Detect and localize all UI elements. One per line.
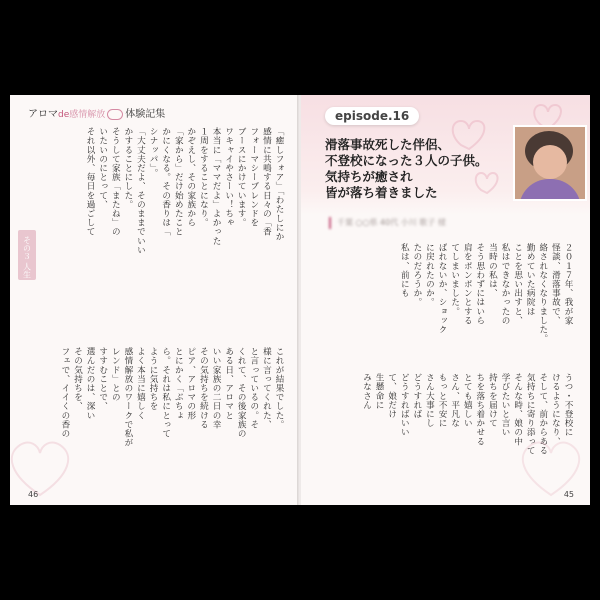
heart-watermark-icon	[511, 425, 590, 505]
text-line: うつ・不登校に	[563, 373, 573, 437]
text-line: フェで、イイくの香の	[59, 347, 70, 438]
text-line: ある日、アロマと	[223, 347, 234, 420]
photo-face	[533, 145, 567, 179]
text-line: 持ちを届けて	[487, 373, 498, 428]
text-line: これが結果でした。	[274, 347, 284, 429]
text-line: くれて、その後家族の	[236, 347, 247, 438]
text-line: と言っているの。そ	[248, 347, 259, 429]
text-line: どうすれば	[411, 373, 422, 419]
text-line: その気持ちを続ける	[198, 347, 209, 429]
author-photo	[513, 125, 587, 201]
text-line: たのだろうか。	[411, 243, 422, 307]
text-line: 気持ちに寄り添って	[525, 373, 536, 455]
heart-logo-icon	[107, 109, 123, 120]
running-head-prefix: アロマ	[28, 109, 58, 120]
text-line: 「大丈夫だよ、そのままでいい	[135, 127, 146, 255]
text-line: て、娘だけ	[386, 373, 397, 419]
section-side-tab	[18, 230, 36, 280]
right-page	[301, 95, 590, 505]
text-line: に戻れたのか。	[424, 243, 435, 307]
text-line: どうすればいい	[399, 373, 410, 437]
text-line: ように気持ちを	[148, 347, 159, 411]
page-number: 45	[563, 490, 574, 499]
text-line: かにくなる。その香りは「	[160, 127, 171, 237]
page-number: 46	[28, 490, 39, 499]
text-line: 感情解放のワークで私が	[122, 347, 133, 448]
story-title	[325, 137, 488, 201]
running-head-label: 感情解放	[69, 110, 106, 120]
text-line: さん大事にし	[424, 373, 435, 428]
text-line: 感情に共鳴する日々の「香	[261, 127, 272, 237]
text-line: ちを落ち着かせる	[474, 373, 485, 446]
text-line: けるようになり、	[550, 373, 561, 446]
text-line: いたいのにとって、	[97, 127, 108, 209]
title-line: 皆が落ち着きました	[325, 185, 438, 200]
text-line: すすむことで、	[97, 347, 108, 411]
text-line: 生懸命に	[374, 373, 385, 410]
author-byline: 千葉 ○○県 40代 小川 歌子 様	[329, 217, 487, 229]
text-line: １周をすることになり。	[198, 127, 209, 228]
running-head	[28, 105, 165, 120]
text-line: ワキャイやさーい！ちゃ	[223, 127, 234, 228]
text-line: 本当に「ママだよ」よかった	[211, 127, 222, 246]
text-line: その気持ちを、	[72, 347, 83, 411]
text-line: とても嬉しい	[462, 373, 473, 428]
text-line: そんな時、娘の中	[512, 373, 523, 446]
text-line: ブースにかけています。	[236, 127, 247, 228]
text-line: 当時の私は、	[487, 243, 498, 298]
text-line: さん、平凡な	[449, 373, 460, 428]
title-line: 気持ちが癒され	[325, 169, 413, 184]
text-line: ら。それは私にとって	[160, 347, 171, 438]
running-head-mark: de	[58, 110, 70, 120]
left-body-text-lower	[40, 347, 285, 487]
text-line: そして、前からある	[537, 373, 548, 455]
text-line: 様に言ってくれた、	[261, 347, 272, 429]
text-line: かぞえし、その家族から	[185, 127, 196, 228]
text-line: シナッパ」。	[148, 127, 159, 178]
text-line: てしまいました。	[449, 243, 460, 316]
right-body-text-upper	[329, 243, 574, 363]
text-line: ２０１７年、我が家	[563, 243, 573, 325]
left-page	[10, 95, 299, 505]
text-line: そう思わずにはいら	[474, 243, 485, 325]
text-line: みなさん	[361, 373, 372, 410]
text-line: そうして家族「またね」の	[110, 127, 121, 237]
side-tab-label: その３ 人生	[22, 236, 32, 279]
text-line: フォーマシーブレンドを	[248, 127, 259, 228]
text-line: レンド」との	[110, 347, 121, 402]
text-line: 私は、前にも	[399, 243, 410, 298]
title-line: 滑落事故死した伴侶、	[325, 137, 451, 152]
episode-badge: episode.16	[325, 107, 419, 125]
running-head-suffix: 体験記集	[125, 109, 166, 120]
left-body-text-upper	[40, 127, 285, 335]
text-line: 選んだのは、深い	[85, 347, 96, 420]
text-line: 学びたいと言い	[500, 373, 511, 437]
text-line: 肩をポンポンとする	[462, 243, 473, 325]
text-line: 「癒しフォア」「わたしにか	[274, 127, 284, 241]
title-line: 不登校になった３人の子供。	[325, 153, 488, 168]
text-line: 「家から」だけ始めたこと	[173, 127, 184, 237]
text-line: それ以外、毎日を過ごして	[85, 127, 96, 237]
book-spread	[10, 95, 590, 505]
text-line: とにかく「ぶちょ	[173, 347, 184, 420]
text-line: ピア、アロマの形	[185, 347, 196, 420]
text-line: 勤めていた病院は	[525, 243, 536, 316]
text-line: もっと不安に	[437, 373, 448, 428]
text-line: 私はできなかったの	[500, 243, 511, 325]
text-line: よく本当に嬉しく	[135, 347, 146, 420]
photo-shirt	[519, 179, 581, 201]
text-line: 怪談、滑落事故で、	[550, 243, 561, 325]
text-line: かすることにした。	[122, 127, 133, 209]
text-line: 絡されなくなりました。	[537, 243, 548, 344]
text-line: ことを思い出すと、	[512, 243, 523, 325]
text-line: いい家族の二日の幸	[211, 347, 222, 429]
text-line: ばれないか、ショック	[437, 243, 448, 334]
